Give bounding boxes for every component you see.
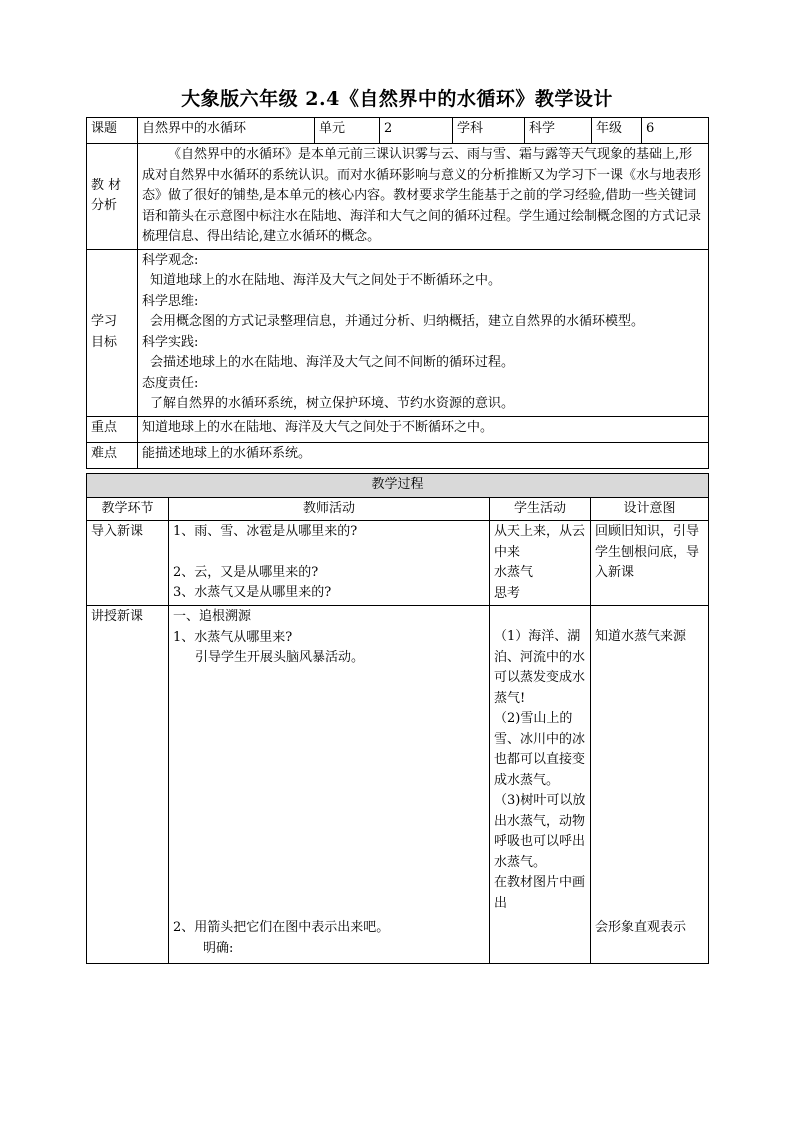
student-line: 水蒸气 [494,565,534,580]
goals-label [87,249,138,416]
column-header: 设计意图 [591,497,709,521]
difficulty-label: 难点 [87,442,138,468]
goal-body: 会描述地球上的水在陆地、海洋及大气之间不间断的循环过程。 [150,355,515,370]
goal-heading: 科学观念: [142,252,199,268]
goal-body: 会用概念图的方式记录整理信息，并通过分析、归纳概括，建立自然界的水循环模型。 [150,314,645,329]
intro-intent: 回顾旧知识，引导学生刨根问底，导入新课 [591,521,709,606]
teacher-line [173,543,485,563]
teacher-note: 引导学生开展头脑风暴活动。 [195,650,365,665]
intro-student [490,521,591,606]
teacher-q2-block [173,918,485,959]
analysis-text: 《自然界中的水循环》是本单元前三课认识雾与云、雨与雪、霜与露等天气现象的基础上,形成对自然界中水循环的系统认识。而对水循环影响与意义的分析推断又为学习下一课《水与地表形态》做了很好的铺垫,是本单元的核心内容。教材要求学生能基于之前的学习经验,借助一些关键词语和箭头在示意图中标注水在陆地、海洋和大气之间的循环过程。学生通过绘制概念图的方式记录梳理信息、得出结论,建立水循环的概念。 [138,144,709,250]
column-header: 教师活动 [169,497,490,521]
goals-label-line2: 目标 [91,334,118,350]
difficulty-text: 能描述地球上的水循环系统。 [138,442,709,468]
intro-stage: 导入新课 [87,521,169,606]
teacher-note: 明确: [203,940,234,956]
goal-body: 知道地球上的水在陆地、海洋及大气之间处于不断循环之中。 [150,273,502,288]
student-line: （1）海洋、湖泊、河流中的水可以蒸发变成水蒸气! [494,629,586,706]
goal-heading: 科学实践: [142,334,199,350]
student-line: （2)雪山上的雪、冰川中的冰也都可以直接变成水蒸气。 [494,711,586,788]
teach-teacher [169,606,490,964]
student-line: 从天上来，从云中来 [494,524,586,560]
student-line: 在教材图片中画出 [494,875,586,911]
goals-content [138,249,709,416]
unit-label: 单元 [315,118,380,144]
unit-value: 2 [380,118,453,144]
grade-label: 年级 [592,118,642,144]
grade-value: 6 [642,118,709,144]
teach-student [490,606,591,964]
analysis-label-line2: 分析 [91,198,118,214]
goal-heading: 态度责任: [142,375,199,391]
teacher-question: 2、用箭头把它们在图中表示出来吧。 [173,920,390,935]
teacher-question: 1、水蒸气从哪里来? [173,629,293,645]
analysis-label [87,144,138,250]
teach-intent [591,606,709,964]
analysis-label-line1: 教 材 [91,177,122,193]
teaching-process-table [86,473,709,964]
column-header: 教学环节 [87,497,169,521]
student-line: 思考 [494,585,521,601]
goals-label-line1: 学习 [91,314,118,329]
spacer [494,607,586,627]
student-line: （3)树叶可以放出水蒸气，动物呼吸也可以呼出水蒸气。 [494,793,586,870]
subject-label: 学科 [453,118,525,144]
lesson-info-table [86,117,709,469]
intent-line: 会形象直观表示 [595,920,687,935]
teacher-line: 2、云，又是从哪里来的? [173,564,319,580]
teach-stage: 讲授新课 [87,606,169,964]
page-title: 大象版六年级 2.4《自然界中的水循环》教学设计 [181,88,613,110]
section-heading: 一、追根溯源 [173,609,252,624]
topic-label: 课题 [87,118,138,144]
topic-value: 自然界中的水循环 [138,118,315,144]
column-header: 学生活动 [490,497,591,521]
intro-teacher [169,521,490,606]
key-point-label: 重点 [87,416,138,442]
key-point-text: 知道地球上的水在陆地、海洋及大气之间处于不断循环之中。 [138,416,709,442]
process-banner: 教学过程 [87,474,709,498]
goal-heading: 科学思维: [142,293,199,309]
intent-line: 知道水蒸气来源 [595,629,687,644]
teacher-line: 1、雨、雪、冰雹是从哪里来的? [173,524,358,539]
teacher-line: 3、水蒸气又是从哪里来的? [173,585,332,600]
goal-body: 了解自然界的水循环系统，树立保护环境、节约水资源的意识。 [150,396,515,411]
subject-value: 科学 [525,118,592,144]
